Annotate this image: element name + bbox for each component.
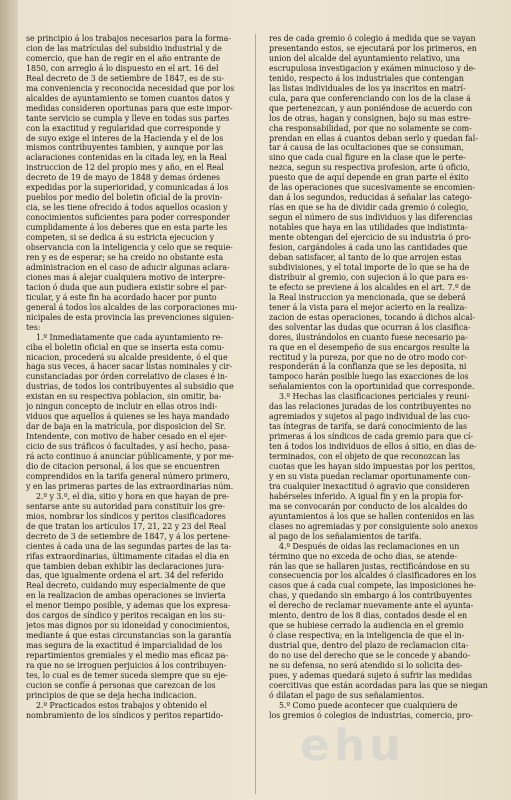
- text-line: haga sus veces, á hacer sacar listas nominales y cir-: [26, 362, 233, 372]
- text-line: aclaraciones contenidas en la citada ley, en la Real: [26, 153, 227, 163]
- text-line: la Real instruccion ya mencionada, que se deberá: [269, 292, 466, 302]
- text-line: ticular, y á este fin ha acordado hacer por punto: [26, 292, 217, 302]
- text-line: de las operaciones que sucesivamente se encomien-: [269, 183, 475, 193]
- text-line: res de cada gremio ó colegio á medida que se vayan: [269, 34, 476, 43]
- text-line: ne su defensa, no será atendido si lo solicita des-: [269, 661, 463, 671]
- text-line: tes:: [26, 322, 41, 332]
- text-line: Intendente, con motivo de haber cesado en el ejer-: [26, 432, 228, 442]
- text-line: tar á causa de las ocultaciones que se consuman,: [269, 143, 464, 153]
- text-line: cha responsabilidad, por que no solamente se com-: [269, 123, 472, 133]
- text-line: y en su vista puedan reclamar oportunamente con-: [269, 471, 471, 481]
- text-line: tener á la vista para el mejor acierto en la realiza-: [269, 302, 467, 312]
- text-columns: [26, 34, 498, 794]
- text-line: cientes á cada una de las segundas partes de las ta-: [26, 541, 232, 551]
- text-line: cuotas que les hayan sido impuestas por los peritos,: [269, 461, 476, 471]
- text-line: administracion en el caso de aducir algunas aclara-: [26, 262, 230, 272]
- text-line: tenido, respecto á los industriales que contengan: [269, 73, 464, 83]
- left-column: [26, 34, 255, 794]
- text-line: tas íntegras de tarifa, se dará conocimiento de las: [269, 422, 468, 432]
- text-line: deban satisfacer, al tanto de lo que arrojen estas: [269, 252, 462, 262]
- text-line: coercitivas que están acordadas para las que se niegan: [269, 680, 488, 690]
- text-line: puesto que de aquí depende en gran parte el éxito: [269, 173, 469, 183]
- text-line: el menor tiempo posible, y ademas que los expresa-: [26, 601, 231, 611]
- text-line: ren y es de esperar; se ha creido no obstante esta: [26, 252, 224, 262]
- text-line: término que no exceda de ocho dias, se atende-: [269, 551, 458, 561]
- text-line: comprendidos en la tarifa general número primero,: [26, 471, 230, 481]
- text-line: las listas individuales de los ya inscritos en matrí-: [269, 83, 466, 93]
- text-line: que tambien deban exhibir las declaraciones jura-: [26, 561, 225, 571]
- text-line: decreto de 3 de setiembre de 1847, y á los pertene-: [26, 531, 231, 541]
- text-line: que pertenezcan, y aun poniéndose de acuerdo con: [269, 103, 473, 113]
- text-line: y en las primeras partes de las extraordinarias núm.: [26, 481, 234, 491]
- text-line: tra cualquier inexactitud ó agravio que consideren: [269, 481, 470, 491]
- text-line: dio de citacion personal, á los que se encuentren: [26, 461, 220, 471]
- text-line: con la exactitud y regularidad que corresponde y: [26, 123, 221, 133]
- text-line: ma conveniencia y reconocida necesidad que por los: [26, 83, 235, 93]
- text-line: en la realizacion de ambas operaciones se invierta: [26, 591, 226, 601]
- text-line: cula, para que conferenciando con los de la clase á: [269, 93, 471, 103]
- text-line: rías en que se ha de dividir cada gremio ó colegio,: [269, 203, 469, 213]
- text-line: dar de baja en la matrícula, por disposicion del Sr.: [26, 422, 226, 432]
- text-line: dores, ilustrándolos en cuanto fuese necesario pa-: [269, 332, 468, 342]
- text-line: chas, y quedando sin embargo á los contribuyentes: [269, 591, 472, 601]
- text-line: observancia con la inteligencia y celo que se requie-: [26, 243, 233, 253]
- text-line: rectitud y la pureza, por que no de otro modo cor-: [269, 352, 468, 362]
- text-line: medidas consideren oportunas para que este impor-: [26, 103, 233, 113]
- text-line: cicio de sus tráficos ó facultades, y así hecho, pasa-: [26, 442, 230, 452]
- text-line: mente obtengan del ejercicio de su industria ó pro-: [269, 233, 472, 243]
- text-line: de que tratan los artículos 17, 21, 22 y 23 del Real: [26, 521, 227, 531]
- text-line: fesion, cargándoles á cada uno las cantidades que: [269, 243, 468, 253]
- text-line: mediante á que estas circunstancias son la garantía: [26, 631, 232, 641]
- text-line: des solventar las dudas que ocurran á los clasifica-: [269, 322, 471, 332]
- text-line: se principio á los trabajos necesarios para la forma-: [26, 34, 231, 43]
- text-line: rifas extraordinarias, últimamente citadas el dia en: [26, 551, 230, 561]
- text-line: Real decreto de 3 de setiembre de 1847, es de su-: [26, 73, 225, 83]
- text-line: pues, y ademas quedará sujeto á sufrir las medidas: [269, 671, 472, 680]
- text-line: principios de que se deja hecha indicacion.: [26, 690, 197, 700]
- text-line: repartimientos gremiales y el medio mas eficaz pa-: [26, 651, 229, 661]
- text-line: 5.º Como puede acontecer que cualquiera de: [279, 700, 458, 710]
- text-line: señalamientos con la oportunidad que corresponde.: [269, 382, 475, 392]
- text-line: zacion de estas operaciones, tocando á dichos alcal-: [269, 312, 475, 322]
- text-line: terminados, con el objeto de que reconozcan las: [269, 452, 460, 462]
- text-line: tampoco harán posible luego las exacciones de los: [269, 372, 469, 382]
- text-line: 1850, con arreglo á lo dispuesto en el art. 16 del: [26, 63, 219, 73]
- text-line: decreto de 19 de mayo de 1848 y demas órdenes: [26, 173, 220, 183]
- text-line: comercio, que han de regir en el año entrante de: [26, 53, 221, 63]
- text-line: 2.º Practicados estos trabajos y obtenido el: [36, 700, 208, 710]
- text-line: dustrias, de todos los contribuyentes al subsidio que: [26, 382, 234, 392]
- text-line: agremiados y sujetos al pago individual de las cuo-: [269, 412, 471, 422]
- text-line: escrupulosa investigacion y exámen minucioso y de-: [269, 63, 476, 73]
- text-line: rán las que se hallaren justas, rectificándose en su: [269, 561, 470, 571]
- text-line: cunstanciadas por órden correlativo de clases é in-: [26, 372, 228, 382]
- text-line: ra que no se irroguen perjuicios á los contribuyen-: [26, 661, 227, 671]
- text-line: mas segura de la exactitud é imparcialidad de los: [26, 641, 223, 651]
- text-line: distribuir al gremio, con sujecion á lo que para es-: [269, 272, 469, 282]
- text-line: jo ningun concepto de incluir en ellas otros indi-: [26, 402, 218, 412]
- text-line: tes, lo cual es de temer suceda siempre que su eje-: [26, 671, 228, 680]
- text-line: Real decreto, cuidando muy especialmente de que: [26, 581, 226, 591]
- text-line: cion de las matrículas del subsidio industrial y de: [26, 43, 222, 53]
- text-line: dos cargos de síndico y peritos recaigan en los su-: [26, 611, 225, 621]
- text-line: responderán á la confianza que se les deposita, ni: [269, 362, 467, 372]
- text-line: ciba el boletin oficial en que se inserta esta comu-: [26, 342, 225, 352]
- text-line: segun el número de sus individuos y las diferencias: [269, 213, 473, 223]
- text-line: el derecho de reclamar nuevamente ante el ayunta-: [269, 601, 474, 611]
- text-line: expedidas por la superioridad, y comunicadas á los: [26, 183, 229, 193]
- text-line: mismos contribuyentes tambien, y aunque por las: [26, 143, 224, 153]
- text-line: nicipales de esta provincia las prevenciones siguien-: [26, 312, 234, 322]
- text-line: das, que igualmente ordena el art. 34 del referido: [26, 571, 224, 581]
- text-line: prendan en ellas á cuantos deban serlo y quedan fal-: [269, 133, 478, 143]
- text-line: 4.º Después de oidas las reclamaciones en un: [279, 541, 460, 551]
- text-line: tacion ó duda que aun pudiera existir sobre el par-: [26, 282, 227, 292]
- text-line: ó clase respectiva; en la inteligencia de que el in-: [269, 631, 465, 641]
- text-line: cia, se les tiene ofrecido á todos aquellos ocasion y: [26, 203, 228, 213]
- text-line: subdivisiones, y el total importe de lo que se ha de: [269, 262, 470, 272]
- text-line: viduos que aquellos á quienes se les haya mandado: [26, 412, 230, 422]
- text-line: dan á los segundos, reducidas á señalar las catego-: [269, 193, 472, 203]
- text-line: sino que cada cual figure en la clase que le perte-: [269, 153, 466, 163]
- text-line: 1.º Inmediatamente que cada ayuntamiento re-: [36, 332, 223, 342]
- text-line: al pago de los señalamientos de tarifa.: [269, 531, 422, 541]
- text-line: instruccion de 12 del propio mes y año, en el Real: [26, 163, 224, 173]
- text-line: los de otras, hagan y consignen, bajo su mas estre-: [269, 113, 471, 123]
- text-line: das las relaciones juradas de los contribuyentes no: [269, 402, 471, 412]
- text-line: existan en su respectiva poblacion, sin omitir, ba-: [26, 392, 222, 402]
- text-line: 3.º Hechas las clasificaciones periciales y reuni-: [279, 392, 470, 402]
- text-line: ra que en el desempeño de sus encargos resulte la: [269, 342, 470, 352]
- text-line: ayuntamientos á los que se hallen contenidos en las: [269, 511, 475, 521]
- text-line: consecuencia por los alcaldes ó clasificadores en los: [269, 571, 477, 581]
- text-line: do no use del derecho que se le concede y abando-: [269, 651, 470, 661]
- text-line: 2.º y 3.º, el dia, sitio y hora en que hayan de pre-: [36, 491, 230, 501]
- binding-edge: [0, 0, 18, 800]
- text-line: primeras á los síndicos de cada gremio para que cí-: [269, 432, 474, 442]
- text-line: mios, nombrar los síndicos y peritos clasificadores: [26, 511, 226, 521]
- text-line: competen, si se dedica á su estricta ejecucion y: [26, 233, 215, 243]
- text-line: ten á todos los individuos de ellos á sitio, en dias de-: [269, 442, 477, 452]
- text-line: nezca, segun su respectiva profesion, arte ú oficio,: [269, 163, 470, 173]
- text-line: presentando estos, se ejecutará por los primeros, en: [269, 43, 477, 53]
- text-line: los gremios ó colegios de industrias, comercio, pro-: [269, 710, 473, 720]
- library-watermark: ehu: [300, 720, 405, 771]
- text-line: cumplidamente á los deberes que en esta parte les: [26, 223, 228, 233]
- text-line: ma se convocarán por conducto de los alcaldes do: [269, 501, 468, 511]
- text-line: tante servicio se cumpla y lleve en todas sus partes: [26, 113, 230, 123]
- text-line: ciones mas á alejar cualquiera motivo de interpre-: [26, 272, 226, 282]
- text-line: nicacion, procederá su alcalde presidente, ó el que: [26, 352, 228, 362]
- text-line: pueblos por medio del boletin oficial de la provin-: [26, 193, 223, 203]
- text-line: casos que á cada cual compete, las imposiciones he-: [269, 581, 476, 591]
- text-line: de suyo exige el interes de la Hacienda y el de los: [26, 133, 224, 143]
- text-line: jetos mas dignos por su idoneidad y conocimientos,: [26, 621, 230, 631]
- text-line: cucion se confíe á personas que carezcan de los: [26, 680, 216, 690]
- text-line: nombramiento de los síndicos y peritos repartido-: [26, 710, 224, 720]
- text-line: ó dilatan el pago de sus señalamientos.: [269, 690, 425, 700]
- text-line: general á todos los alcaldes de las corporaciones mu-: [26, 302, 238, 312]
- text-line: dustrial que, dentro del plazo de reclamacion cita-: [269, 641, 469, 651]
- text-line: union del alcalde del ayuntamiento relativo, una: [269, 53, 461, 63]
- text-line: te efecto se previene á los alcaldes en el art. 7.º de: [269, 282, 471, 292]
- text-line: sentarse ante su autoridad para constituir los gre-: [26, 501, 226, 511]
- text-line: notables que haya en las utilidades que indistinta-: [269, 223, 468, 233]
- text-line: rá acto continuo á anunciar públicamente, y por me-: [26, 452, 234, 462]
- column-divider: [255, 34, 256, 794]
- text-line: habérseles inferido. A igual fin y en la propia for-: [269, 491, 464, 501]
- text-line: que se hubiese cerrado la audiencia en el gremio: [269, 621, 464, 631]
- text-line: conocimientos suficientes para poder corresponder: [26, 213, 230, 223]
- text-line: clases no agremiadas y por consiguiente solo anexos: [269, 521, 478, 531]
- text-line: alcaldes de ayuntamiento se tomen cuantos datos y: [26, 93, 230, 103]
- right-column: [269, 34, 498, 794]
- text-line: miento, dentro de los 8 dias, contados desde el en: [269, 611, 468, 621]
